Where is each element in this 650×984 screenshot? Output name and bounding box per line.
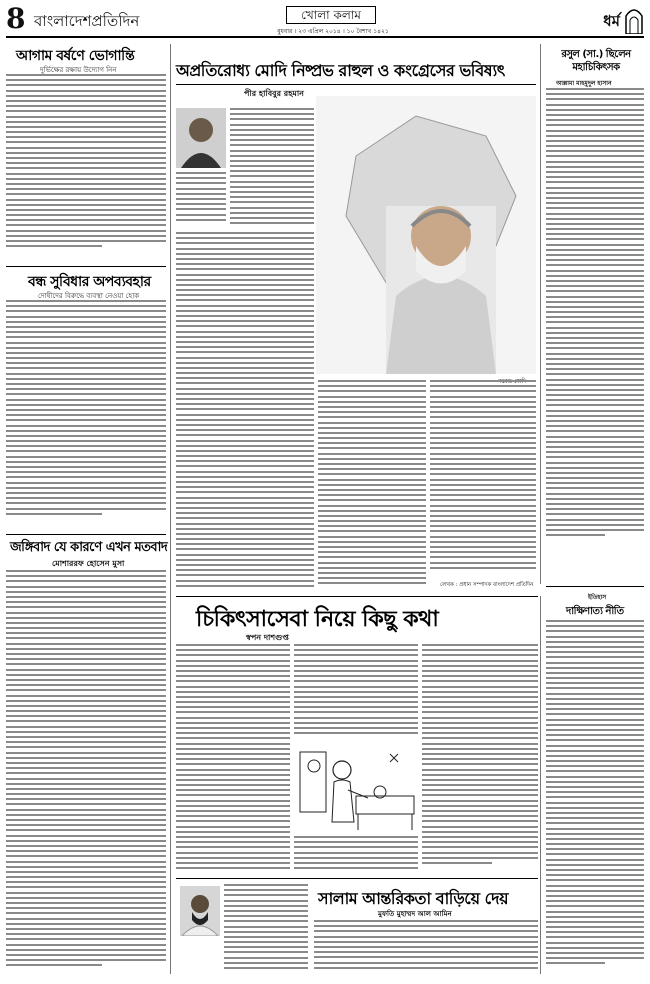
left2-headline: বন্ধ সুবিধার অপব্যবহার (28, 274, 151, 290)
health-headline: চিকিৎসাসেবা নিয়ে কিছু কথা (196, 607, 439, 632)
health-body-col1 (176, 644, 290, 872)
lead-body-col2 (318, 380, 426, 592)
right-history-label: ইতিহাস (588, 594, 607, 601)
lead-body-col1-top (230, 108, 314, 228)
modi-photo (316, 96, 536, 374)
lead-author-note: লেখক : প্রধান সম্পাদক বাংলাদেশ প্রতিদিন (440, 582, 534, 588)
lead-body-col1 (176, 232, 314, 592)
right1-byline: আল্লামা মাহমুদুল হাসান (556, 80, 612, 87)
right-history-body (546, 620, 644, 974)
health-body-col2-bottom (294, 836, 418, 872)
paper-name: বাংলাদেশপ্রতিদিন (34, 12, 140, 30)
right1-body (546, 88, 644, 556)
lead-byline: পীর হাবিবুর রহমান (244, 89, 304, 98)
left1-headline: আগাম বর্ষণে ভোগান্তি (16, 48, 135, 64)
doctor-cartoon (294, 742, 418, 832)
right-history-headline: দাক্ষিণাত্য নীতি (566, 606, 624, 617)
left1-body (6, 74, 166, 264)
salam-byline: মুফতি মুহাম্মদ আল আমিন (378, 910, 452, 918)
lead-body-col1-under-photo (176, 172, 226, 228)
salam-rule (176, 878, 538, 879)
health-byline: স্বপন দাশগুপ্ত (246, 633, 289, 642)
left2-body (6, 300, 166, 532)
column-divider-right-top (540, 44, 541, 584)
left3-byline: মোশাররফ হোসেন মুসা (52, 559, 125, 568)
mosque-icon (624, 4, 644, 34)
health-body-col2-top (294, 644, 418, 740)
health-body-col3 (422, 644, 538, 872)
lead-headline-rule (176, 84, 536, 85)
salam-body-col2 (314, 920, 538, 974)
right1-headline: রসুল (সা.) ছিলেন মহাচিকিৎসক (561, 49, 631, 73)
author-photo (176, 108, 226, 168)
left2-rule (6, 266, 166, 267)
section-box: খোলা কলাম (286, 6, 376, 24)
column-divider-left (170, 44, 171, 974)
page-number: 8 (6, 2, 26, 35)
date-line: বুধবার । ২৩ এপ্রিল ২০১৪ । ১০ বৈশাখ ১৪২১ (277, 28, 389, 35)
left2-subhead: দোষীদের বিরুদ্ধে ব্যবস্থা নেওয়া হোক (38, 292, 140, 300)
left1-subhead: দুর্ভিক্ষের রক্ষায় উদ্যোগ নিন (40, 66, 117, 74)
salam-headline: সালাম আন্তরিকতা বাড়িয়ে দেয় (318, 889, 508, 908)
section-name: ধর্ম (603, 12, 620, 30)
right-history-rule (546, 586, 644, 587)
left3-body (6, 570, 166, 974)
masthead (6, 4, 644, 38)
lead-headline: অপ্রতিরোধ্য মোদি নিষ্প্রভ রাহুল ও কংগ্রেসের ভবিষ্যৎ (176, 61, 505, 80)
column-divider-right-bottom (540, 596, 541, 974)
left3-headline: জঙ্গিবাদ যে কারণে এখন মতবাদ (10, 540, 168, 555)
salam-body-col1 (224, 884, 308, 974)
left3-rule (6, 534, 166, 535)
salam-author-photo (180, 886, 220, 936)
health-rule (176, 596, 538, 597)
lead-body-col3 (430, 380, 536, 580)
